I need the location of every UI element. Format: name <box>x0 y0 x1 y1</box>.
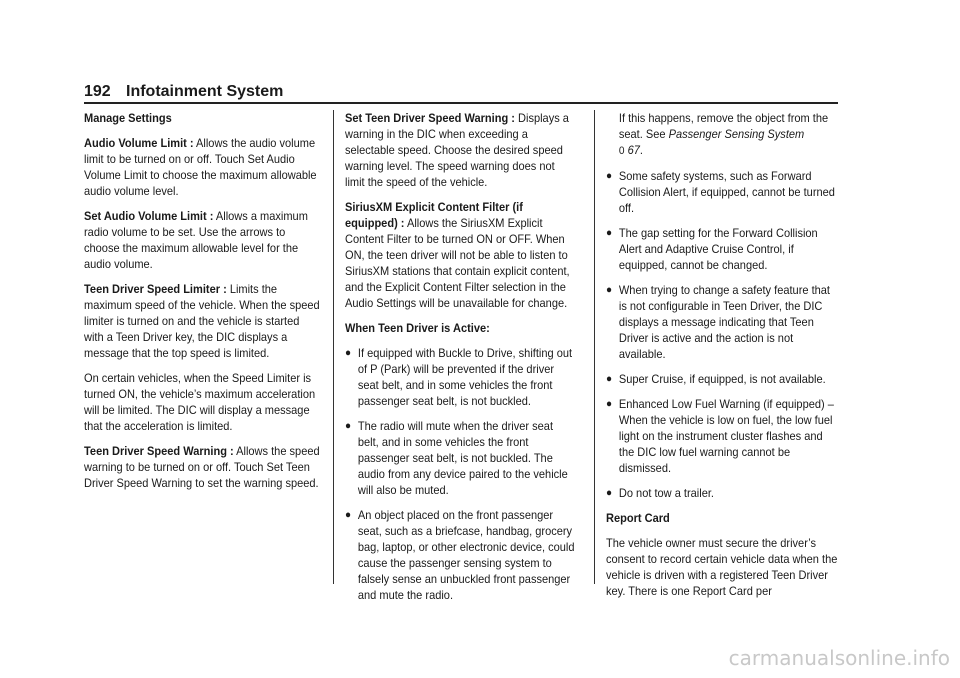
para-speed-warning <box>84 443 321 491</box>
text: Limits the maximum speed of the vehicle. When the speed limiter is turned on and the vehicle is started with a Teen Driver key, the DIC displays a message that the top speed is limited. <box>84 282 320 360</box>
xref-title-link[interactable]: Passenger Sensing System <box>668 127 805 141</box>
list-item <box>606 225 838 273</box>
bullet-icon: ● <box>606 284 613 296</box>
manage-settings-heading: Manage Settings <box>84 111 172 125</box>
text: Allows a maximum radio volume to be set. Use the arrows to choose the maximum allowable level for the audio volume. <box>84 209 308 271</box>
list-item <box>345 507 575 603</box>
bullet-icon: ● <box>606 170 613 182</box>
bullet-icon: ● <box>606 487 613 499</box>
list-item-text: When trying to change a safety feature that is not configurable in Teen Driver, the DIC displays a message indicating that Teen Driver is active and the action is not available. <box>618 283 831 361</box>
para-acceleration <box>84 370 321 434</box>
text: If this happens, remove the object from the seat. See <box>618 111 829 141</box>
continuation-text <box>606 110 838 159</box>
list-item <box>606 282 838 362</box>
bullet-icon: ● <box>606 398 613 410</box>
para-audio-volume-limit <box>84 135 321 199</box>
list-item <box>345 418 575 498</box>
list-item-text: The gap setting for the Forward Collision Alert and Adaptive Cruise Control, if equipped, cannot be changed. <box>618 226 818 272</box>
text: Allows the SiriusXM Explicit Content Filter to be turned ON or OFF. When ON, the teen driver will not be able to listen to SiriusXM stations that contain explicit content, and the Explicit Content Filter selection in the Audio Settings will be unavailable for change. <box>345 216 570 310</box>
text: Allows the speed warning to be turned on or off. Touch Set Teen Driver Speed Warning to set the warning speed. <box>84 444 320 490</box>
label: Teen Driver Speed Warning : <box>84 444 234 458</box>
label: Audio Volume Limit : <box>84 136 194 150</box>
list-item-text: Do not tow a trailer. <box>618 486 714 500</box>
list-item-text: Enhanced Low Fuel Warning (if equipped) – When the vehicle is low on fuel, the low fuel light on the instrument cluster flashes and the DIC low fuel warning cannot be dismissed. <box>618 397 834 475</box>
watermark: carmanualsonline.info <box>728 646 950 670</box>
para-set-audio-volume-limit <box>84 208 321 272</box>
list-item-text: An object placed on the front passenger seat, such as a briefcase, handbag, grocery bag, laptop, or other electronic device, could cause the passenger sensing system to falsely sense an unbuckled front passenger and mute the radio. <box>357 508 575 602</box>
list-item <box>606 168 838 216</box>
page-ref-arrow-icon: 0 <box>618 145 625 157</box>
text: . <box>639 143 643 157</box>
label: SiriusXM Explicit Content Filter (if equipped) : <box>345 200 523 230</box>
bullet-icon: ● <box>606 227 613 239</box>
teen-driver-active-heading: When Teen Driver is Active: <box>345 321 490 335</box>
column-1 <box>84 110 321 500</box>
list-item-text: If equipped with Buckle to Drive, shifting out of P (Park) will be prevented if the driver seat belt, and in some vehicles the front passenger seat belt, is not buckled. <box>357 346 573 408</box>
list-item <box>606 485 838 501</box>
report-card-heading: Report Card <box>606 511 670 525</box>
header-rule <box>84 102 838 104</box>
text: Displays a warning in the DIC when exceeding a selectable speed. Choose the desired speed warning level. The speed warning does not limit the speed of the vehicle. <box>345 111 569 189</box>
text: Allows the audio volume limit to be turned on or off. Touch Set Audio Volume Limit to choose the maximum allowable audio volume level. <box>84 136 317 198</box>
page-number: 192 <box>84 83 111 100</box>
bullet-icon: ● <box>345 420 352 432</box>
label: Set Teen Driver Speed Warning : <box>345 111 515 125</box>
para-speed-limiter <box>84 281 321 361</box>
para-set-speed-warning <box>345 110 575 190</box>
para-explicit-filter <box>345 199 575 311</box>
list-item <box>606 371 838 387</box>
list-item-text: Some safety systems, such as Forward Collision Alert, if equipped, cannot be turned off. <box>618 169 835 215</box>
text: On certain vehicles, when the Speed Limiter is turned ON, the vehicle’s maximum acceleration will be limited. The DIC will display a message that the acceleration is limited. <box>84 371 316 433</box>
label: Set Audio Volume Limit : <box>84 209 214 223</box>
bullet-icon: ● <box>345 509 352 521</box>
restriction-bullet-list <box>606 168 838 501</box>
label: Teen Driver Speed Limiter : <box>84 282 227 296</box>
active-bullet-list <box>345 345 575 603</box>
bullet-icon: ● <box>345 347 352 359</box>
report-card-para: The vehicle owner must secure the driver’s consent to record certain vehicle data when the vehicle is driven with a registered Teen Driver key. There is one Report Card per <box>606 536 838 598</box>
bullet-icon: ● <box>606 373 613 385</box>
column-2 <box>345 110 575 612</box>
section-title: Infotainment System <box>126 83 284 100</box>
list-item-text: Super Cruise, if equipped, is not available. <box>618 372 826 386</box>
xref-page-link[interactable]: 67 <box>627 143 640 157</box>
list-item-text: The radio will mute when the driver seat belt, and in some vehicles the front passenger seat belt, is not buckled. The audio from any device paired to the vehicle will also be muted. <box>357 419 568 497</box>
column-divider-1 <box>333 110 334 584</box>
column-divider-2 <box>594 110 595 584</box>
list-item <box>345 345 575 409</box>
list-item <box>606 396 838 476</box>
column-3 <box>606 110 838 608</box>
